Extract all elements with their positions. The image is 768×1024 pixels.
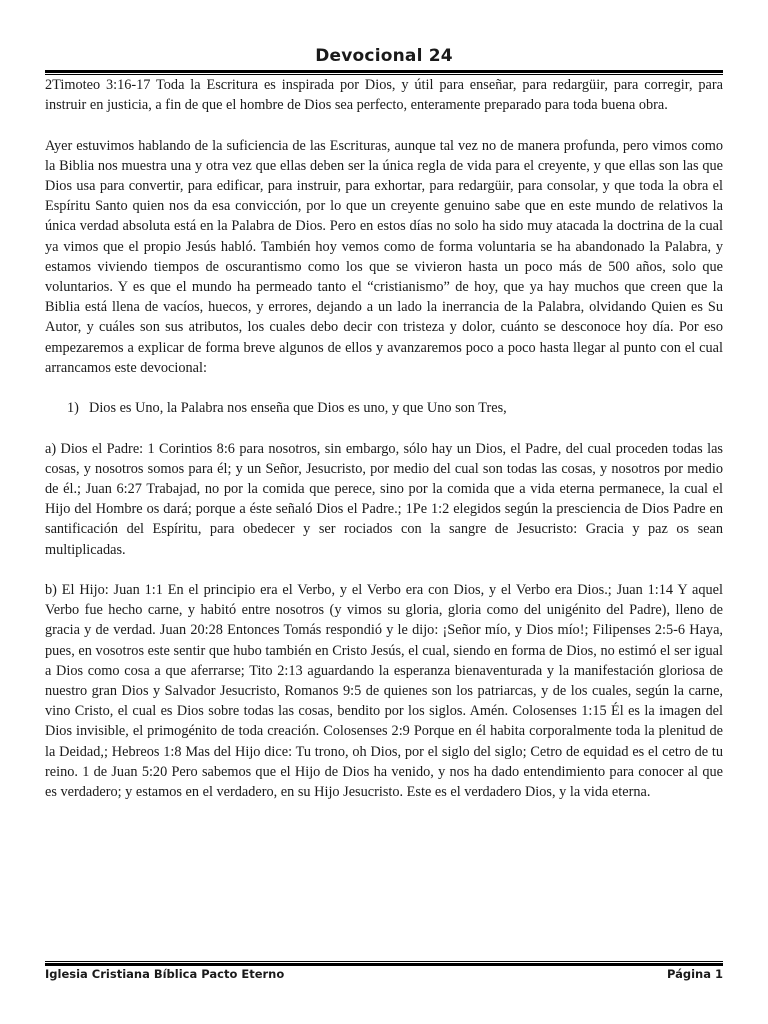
page-title: Devocional 24 (315, 46, 453, 66)
section-b-paragraph: b) El Hijo: Juan 1:1 En el principio era el Verbo, y el Verbo era con Dios, y el Verbo era Dios.; Juan 1:14 Y aquel Verbo fue hecho carne, y habitó entre nosotros (y vimos su gloria, gloria como del unigénito del Padre), lleno de gracia y de verdad. Juan 20:28 Entonces Tomás respondió y le dijo: ¡Señor mío, y Dios mío!; Filipenses 2:5-6 Haya, pues, en vosotros este sentir que hubo también en Cristo Jesús, el cual, siendo en forma de Dios, no estimó el ser igual a Dios como cosa a que aferrarse; Tito 2:13 aguardando la esperanza bienaventurada y la manifestación gloriosa de nuestro gran Dios y Salvador Jesucristo, Romanos 9:5 de quienes son los patriarcas, y de los cuales, según la carne, vino Cristo, el cual es Dios sobre todas las cosas, bendito por los siglos. Amén. Colosenses 1:15 Él es la imagen del Dios invisible, el primogénito de toda creación. Colosenses 2:9 Porque en él habita corporalmente toda la plenitud de la Deidad,; Hebreos 1:8 Mas del Hijo dice: Tu trono, oh Dios, por el siglo del siglo; Cetro de equidad es el cetro de tu reino. 1 de Juan 5:20 Pero sabemos que el Hijo de Dios ha venido, y nos ha dado entendimiento para conocer al que es verdadero; y estamos en el verdadero, en su Hijo Jesucristo. Este es el verdadero Dios, y la vida eterna. (45, 582, 723, 801)
list-item (45, 398, 723, 418)
document-page (45, 0, 723, 1024)
document-body (45, 75, 723, 802)
page-footer (45, 967, 723, 981)
footer-church-name: Iglesia Cristiana Bíblica Pacto Eterno (45, 967, 285, 981)
footer-page-number: Página 1 (666, 967, 723, 981)
header-rule (45, 70, 723, 73)
section-a-paragraph: a) Dios el Padre: 1 Corintios 8:6 para nosotros, sin embargo, sólo hay un Dios, el Padre, del cual proceden todas las cosas, y nosotros somos para él; y un Señor, Jesucristo, por medio del cual son todas las cosas, y nosotros por medio de él.; Juan 6:27 Trabajad, no por la comida que perece, sino por la comida que a vida eterna permanece, la cual el Hijo del Hombre os dará; porque a éste señaló Dios el Padre.; 1Pe 1:2 elegidos según la presciencia de Dios Padre en santificación del Espíritu, para obedecer y ser rociados con la sangre de Jesucristo: Gracia y paz os sean multiplicadas. (45, 440, 723, 558)
list-item-text: Dios es Uno, la Palabra nos enseña que Dios es uno, y que Uno son Tres, (89, 400, 507, 417)
footer-rule (45, 961, 723, 962)
intro-paragraph: Ayer estuvimos hablando de la suficiencia de las Escrituras, aunque tal vez no de manera profunda, pero vimos como la Biblia nos muestra una y otra vez que ellas deben ser la única regla de vida para el creyente, y que ellas son las que Dios usa para convertir, para edificar, para instruir, para exhortar, para redargüir, para consolar, y que toda la obra el Espíritu Santo quien nos da esa convicción, por lo que un creyente genuino sabe que en este mundo de relativos la única verdad absoluta está en la Palabra de Dios. Pero en estos días no solo ha sido muy atacada la doctrina de la cual ya vimos que el propio Jesús habló. También hoy vemos como de forma voluntaria se ha abandonado la Palabra, y estamos viviendo tiempos de oscurantismo como los que se vivieron hasta un poco más de 500 años, solo que voluntarios. Y es que el mundo ha permeado tanto el “cristianismo” de hoy, que ya hay muchos que creen que la Biblia está llena de vacíos, huecos, y errores, dejando a un lado la inerrancia de la Palabra, olvidando Quien es Su Autor, y cuáles son sus atributos, los cuales debo decir con tristeza y dolor, cuánto se desconoce hoy día. Por eso empezaremos a explicar de forma breve algunos de ellos y avanzaremos poco a poco hasta llegar al punto con el cual arrancamos este devocional: (45, 137, 723, 376)
list-item-number: 1) (67, 400, 79, 417)
scripture-paragraph: 2Timoteo 3:16-17 Toda la Escritura es inspirada por Dios, y útil para enseñar, para redargüir, para corregir, para instruir en justicia, a fin de que el hombre de Dios sea perfecto, enteramente preparado para toda buena obra. (45, 77, 723, 114)
